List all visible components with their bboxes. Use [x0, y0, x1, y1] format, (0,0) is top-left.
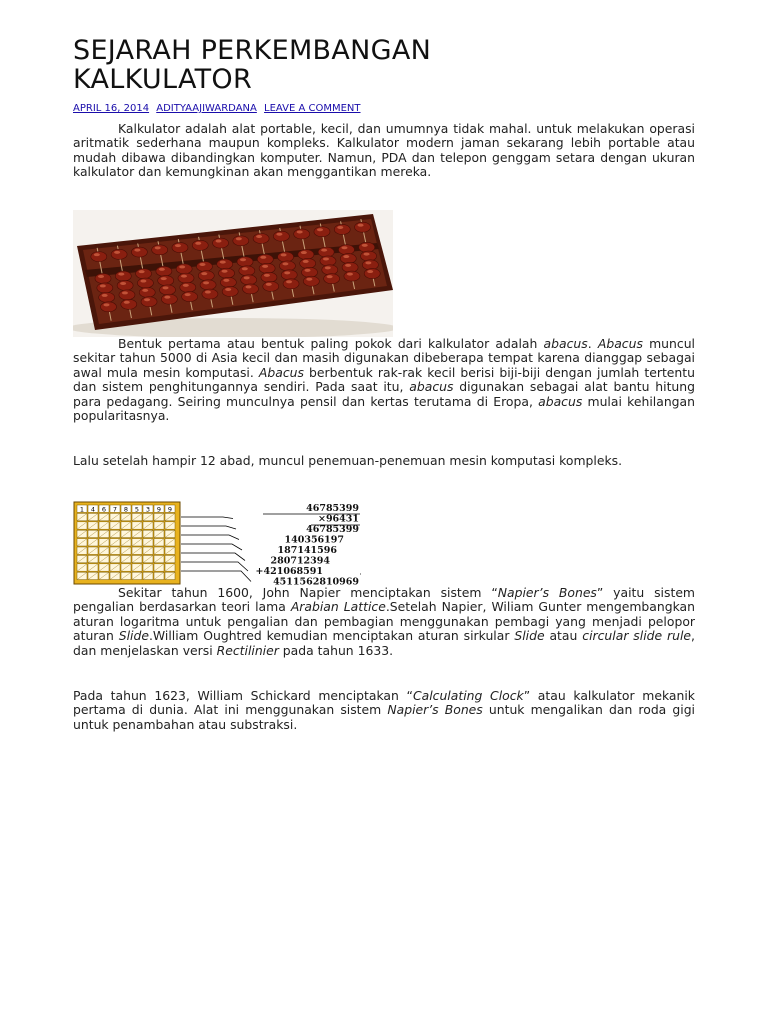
napier-header-digit: 5	[134, 505, 140, 514]
napier-arrow	[181, 526, 236, 529]
abacus-bead-highlight	[317, 228, 323, 231]
abacus-bead	[97, 283, 113, 293]
p2-italic-5: abacus	[538, 393, 583, 409]
p4-text-1: Sekitar tahun 1600, John Napier menciptakan sistem “	[118, 585, 498, 600]
abacus-bead	[253, 234, 269, 244]
abacus-bead-highlight	[303, 260, 309, 263]
abacus-bead	[362, 260, 378, 270]
p4-italic-3: Slide	[118, 628, 149, 644]
napier-result-line: +421068591	[255, 566, 323, 577]
napier-header-digit: 4	[90, 505, 96, 514]
abacus-bead	[99, 292, 115, 302]
napier-result-line: 140356197	[284, 534, 344, 546]
abacus-bead	[119, 290, 135, 300]
abacus-image	[73, 210, 393, 337]
abacus-bead	[178, 273, 194, 283]
abacus-bead	[239, 266, 255, 276]
abacus-bead	[303, 276, 319, 286]
abacus-bead	[222, 286, 238, 296]
abacus-bead-highlight	[140, 280, 146, 283]
abacus-bead-highlight	[183, 284, 189, 287]
abacus-bead-highlight	[358, 224, 364, 227]
abacus-bead	[338, 245, 354, 255]
p4-text-6: , dan menjelaskan versi	[73, 628, 695, 658]
p2-italic-2: Abacus	[597, 336, 643, 351]
abacus-bead-highlight	[185, 293, 191, 296]
abacus-bead-highlight	[120, 282, 126, 285]
abacus-bead-highlight	[225, 288, 231, 291]
abacus-bead-highlight	[223, 279, 229, 282]
abacus-bead-highlight	[103, 303, 109, 306]
abacus-bead-highlight	[262, 265, 268, 268]
paragraph-intro: Kalkulator adalah alat portable, kecil, dan umumnya tidak mahal. untuk melakukan operasi aritmatik sederhana maupun kompleks. Kalkulator modern jaman sekarang lebih portable atau mudah dibawa dibandingkan komputer. Namun, PDA dan telepon genggam setara dengan ukuran kalkulator dan kemungkinan akan menggantikan mereka.	[73, 121, 695, 180]
abacus-bead-highlight	[245, 285, 251, 288]
napier-arrow	[181, 517, 233, 519]
abacus-illustration	[73, 210, 393, 337]
abacus-bead-highlight	[284, 271, 290, 274]
p4-text-5: atau	[544, 628, 583, 644]
napier-result-line: 4511562810969	[273, 576, 359, 586]
abacus-bead-highlight	[325, 266, 331, 269]
abacus-bead	[259, 263, 275, 273]
abacus-bead-highlight	[256, 235, 262, 238]
abacus-bead	[192, 240, 208, 250]
p4-text-7: pada tahun 1633.	[278, 642, 394, 658]
p5-italic-1: Calculating Clock	[412, 688, 524, 703]
abacus-bead-highlight	[203, 281, 209, 284]
abacus-bead-highlight	[199, 263, 205, 266]
post-title-line-2: KALKULATOR	[73, 64, 253, 95]
napier-result-line: ×96431	[317, 513, 359, 525]
napier-bones-illustration	[73, 501, 361, 586]
p2-text-1: Bentuk pertama atau bentuk paling pokok dari kalkulator adalah	[118, 336, 544, 351]
abacus-bead-highlight	[276, 233, 282, 236]
abacus-bead	[198, 271, 214, 281]
abacus-bead	[141, 297, 157, 307]
abacus-bead	[139, 287, 155, 297]
abacus-bead	[302, 267, 318, 277]
p5-text-3: untuk mengalikan dan roda gigi untuk penambahan atau substraksi.	[73, 702, 696, 732]
abacus-bead-highlight	[347, 273, 353, 276]
abacus-bead-highlight	[195, 242, 201, 245]
abacus-bead-highlight	[124, 301, 130, 304]
abacus-bead-highlight	[282, 262, 288, 265]
p4-text-2: ” yaitu sistem pengalian berdasarkan teori lama	[73, 585, 696, 615]
abacus-bead-highlight	[163, 286, 169, 289]
abacus-bead	[217, 259, 233, 269]
abacus-bead	[136, 269, 152, 279]
abacus-bead	[202, 289, 218, 299]
abacus-bead-highlight	[286, 280, 292, 283]
abacus-bead	[156, 266, 172, 276]
napier-header-digit: 9	[156, 505, 162, 514]
abacus-bead	[131, 247, 147, 257]
abacus-bead-highlight	[175, 244, 181, 247]
napier-result-line: 280712394	[270, 555, 330, 567]
abacus-bead	[137, 278, 153, 288]
abacus-bead	[261, 272, 277, 282]
p2-text-4: berbentuk rak-rak kecil berisi biji-biji dengan jumlah tertentu dan sistem penghitungannya sendiri. Pada saat itu,	[73, 364, 695, 395]
abacus-bead	[161, 294, 177, 304]
abacus-bead-highlight	[164, 296, 170, 299]
paragraph-abacus	[73, 337, 695, 423]
abacus-bead-highlight	[222, 270, 228, 273]
napier-header-digit: 7	[112, 505, 118, 514]
abacus-bead	[233, 236, 249, 246]
abacus-bead-highlight	[201, 272, 207, 275]
abacus-bead	[237, 257, 253, 267]
post-meta	[73, 103, 365, 115]
abacus-bead	[294, 229, 310, 239]
p2-text-2: .	[587, 336, 598, 351]
abacus-bead	[158, 276, 174, 286]
napier-arrow	[181, 571, 251, 582]
abacus-bead	[242, 284, 258, 294]
abacus-bead	[257, 254, 273, 264]
abacus-bead-highlight	[345, 264, 351, 267]
napier-header-digit: 9	[167, 505, 173, 514]
abacus-bead-highlight	[306, 278, 312, 281]
napier-arrow	[181, 544, 242, 550]
abacus-bead-highlight	[281, 253, 287, 256]
post-date-link[interactable]: APRIL 16, 2014	[73, 103, 150, 114]
abacus-bead	[322, 265, 338, 275]
abacus-bead	[283, 279, 299, 289]
abacus-bead-highlight	[134, 249, 140, 252]
p5-text-1: Pada tahun 1623, William Schickard menciptakan “	[73, 688, 413, 703]
abacus-bead-highlight	[216, 240, 222, 243]
abacus-bead-highlight	[260, 256, 266, 259]
post-title-line-1: SEJARAH PERKEMBANGAN	[73, 35, 432, 66]
abacus-bead	[263, 281, 279, 291]
abacus-bead	[117, 280, 133, 290]
abacus-bead	[334, 224, 350, 234]
p2-italic-4: abacus	[409, 379, 454, 395]
abacus-bead-highlight	[155, 246, 161, 249]
abacus-bead	[320, 256, 336, 266]
abacus-bead-highlight	[139, 270, 145, 273]
abacus-bead	[176, 264, 192, 274]
abacus-bead	[160, 285, 176, 295]
abacus-bead-highlight	[301, 251, 307, 254]
abacus-bead-highlight	[305, 269, 311, 272]
p5-italic-2: Napier’s Bones	[387, 702, 483, 718]
paragraph-transition: Lalu setelah hampir 12 abad, muncul penemuan-penemuan mesin komputasi kompleks.	[73, 453, 623, 468]
abacus-bead-highlight	[118, 273, 124, 276]
p4-italic-5: circular slide rule	[582, 628, 692, 644]
abacus-bead	[95, 273, 111, 283]
abacus-bead-highlight	[122, 291, 128, 294]
napier-header-digit: 8	[123, 505, 129, 514]
abacus-bead	[340, 254, 356, 264]
napier-bones-image	[73, 501, 361, 586]
abacus-bead-highlight	[365, 261, 371, 264]
abacus-bead	[278, 252, 294, 262]
p2-italic-3: Abacus	[258, 364, 304, 380]
abacus-bead	[182, 292, 198, 302]
p4-text-4: .William Oughtred kemudian menciptakan aturan sirkular	[148, 628, 515, 644]
abacus-bead	[361, 251, 377, 261]
abacus-bead	[298, 250, 314, 260]
post-author-link[interactable]: ADITYAAJIWARDANA	[156, 103, 257, 114]
p4-italic-1: Napier’s Bones	[497, 585, 597, 600]
abacus-bead	[314, 227, 330, 237]
abacus-bead-highlight	[240, 258, 246, 261]
abacus-bead-highlight	[236, 237, 242, 240]
p2-text-3: muncul sekitar tahun 5000 di Asia kecil dan masih digunakan dibeberapa tempat karena dianggap sebagai awal mula mesin komputasi.	[73, 336, 695, 380]
abacus-bead	[91, 252, 107, 262]
abacus-bead-highlight	[242, 267, 248, 270]
abacus-bead	[115, 271, 131, 281]
abacus-bead	[111, 249, 127, 259]
napier-arrow	[181, 535, 239, 540]
abacus-bead	[121, 299, 137, 309]
abacus-bead	[219, 268, 235, 278]
abacus-bead-highlight	[181, 275, 187, 278]
napier-arrow	[181, 553, 245, 561]
abacus-bead	[172, 243, 188, 253]
abacus-bead-highlight	[343, 255, 349, 258]
abacus-bead-highlight	[266, 283, 272, 286]
abacus-bead-highlight	[142, 289, 148, 292]
abacus-bead	[355, 222, 371, 232]
abacus-bead-highlight	[179, 265, 185, 268]
abacus-bead	[152, 245, 168, 255]
abacus-bead-highlight	[159, 268, 165, 271]
abacus-bead-highlight	[144, 298, 150, 301]
p4-text-3: .Setelah Napier, Wiliam Gunter mengembangkan aturan logaritma untuk pengalian dan pembagian menggunakan pembagi yang menjadi pelopor aturan	[73, 599, 695, 644]
p2-text-5: digunakan sebagai alat bantu hitung para pedagang. Seiring munculnya pensil dan kertas terutama di Eropa,	[73, 379, 695, 409]
p4-italic-4: Slide	[514, 628, 545, 644]
abacus-bead	[213, 238, 229, 248]
abacus-bead	[342, 262, 358, 272]
napier-arrow	[181, 562, 248, 571]
abacus-bead-highlight	[362, 244, 368, 247]
abacus-bead	[273, 231, 289, 241]
abacus-bead-highlight	[323, 257, 329, 260]
napier-header-digit: 3	[145, 505, 151, 514]
abacus-bead	[196, 261, 212, 271]
abacus-bead	[364, 269, 380, 279]
abacus-bead	[180, 282, 196, 292]
abacus-bead-highlight	[94, 253, 100, 256]
p4-italic-2: Arabian Lattice	[290, 599, 386, 615]
leave-comment-link[interactable]: LEAVE A COMMENT	[264, 103, 361, 114]
abacus-bead-highlight	[102, 294, 108, 297]
p4-italic-6: Rectilinier	[216, 642, 279, 658]
abacus-bead	[344, 271, 360, 281]
abacus-bead-highlight	[100, 284, 106, 287]
napier-result-line: 46785399	[306, 503, 359, 514]
abacus-bead-highlight	[205, 291, 211, 294]
napier-result-line: 46785399	[306, 524, 359, 535]
abacus-bead	[200, 280, 216, 290]
post-title	[73, 36, 673, 94]
abacus-bead-highlight	[341, 246, 347, 249]
abacus-bead-highlight	[337, 226, 343, 229]
abacus-bead	[359, 242, 375, 252]
abacus-bead	[324, 274, 340, 284]
abacus-bead-highlight	[244, 276, 250, 279]
paragraph-napier	[73, 586, 695, 658]
abacus-bead	[318, 247, 334, 257]
abacus-bead	[241, 275, 257, 285]
abacus-bead	[300, 258, 316, 268]
abacus-bead	[281, 270, 297, 280]
abacus-bead-highlight	[98, 275, 104, 278]
p5-text-2: ” atau kalkulator mekanik pertama di dunia. Alat ini menggunakan sistem	[73, 688, 695, 718]
abacus-bead-highlight	[364, 253, 370, 256]
napier-header-digit: 6	[101, 505, 107, 514]
abacus-bead	[279, 261, 295, 271]
abacus-bead-highlight	[114, 251, 120, 254]
abacus-bead-highlight	[161, 277, 167, 280]
abacus-bead-highlight	[297, 230, 303, 233]
p2-text-6: mulai kehilangan popularitasnya.	[73, 393, 695, 424]
abacus-bead-highlight	[367, 270, 373, 273]
abacus-bead-highlight	[220, 261, 226, 264]
abacus-bead-highlight	[264, 274, 270, 277]
p2-italic-1: abacus	[543, 336, 588, 351]
abacus-bead	[100, 302, 116, 312]
abacus-bead	[220, 277, 236, 287]
paragraph-schickard	[73, 689, 695, 732]
napier-result-line: 187141596	[277, 545, 337, 556]
abacus-bead-highlight	[321, 249, 327, 252]
napier-header-digit: 1	[79, 505, 85, 514]
abacus-bead-highlight	[327, 275, 333, 278]
